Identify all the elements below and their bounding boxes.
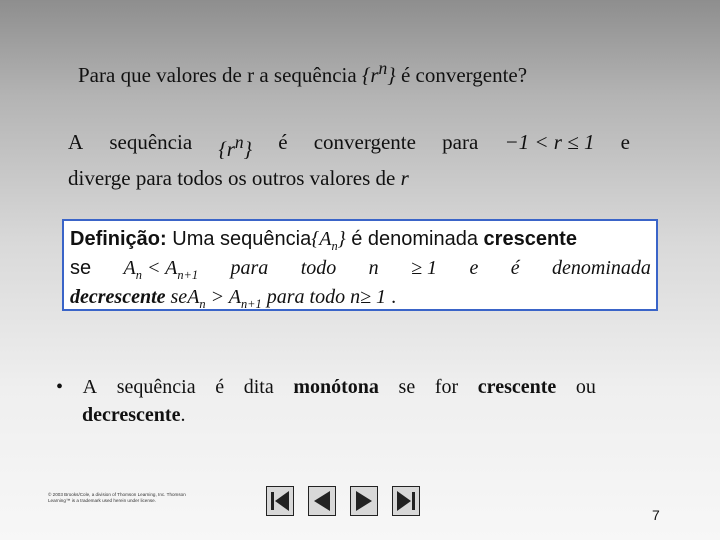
answer-line-1: A sequência $\{r^n\}$ é convergente para −1 < r ≤ 1 e [68,128,630,164]
answer-line-2: diverge para todos os outros valores de r [68,166,409,190]
next-slide-button[interactable] [350,486,378,516]
definition-line-1: Definição: Uma $sequência\{A_n\}$ é denominada crescente [70,228,577,253]
previous-slide-icon [309,487,335,515]
monotona-term: monótona [293,376,379,398]
question-suffix: é convergente? [400,63,528,87]
bullet-marker: • [56,376,64,398]
last-slide-icon [393,487,419,515]
previous-slide-button[interactable] [308,486,336,516]
crescente-term: crescente [483,228,577,250]
bullet-line-1: • A sequência é dita monótona se for crescente ou [56,373,596,401]
copyright-notice: © 2003 Brooks/Cole, a division of Thomson Learning, Inc. Thomson Learning™ is a trademark used herein under license. [48,492,186,503]
question-prefix: Para que valores de r a sequência [78,63,357,87]
convergence-condition: −1 < r ≤ 1 [504,130,595,154]
slide-navigation [266,486,420,516]
question-text [78,58,527,88]
first-slide-icon [267,487,293,515]
answer-sequence-set: $\{r^n\}$ [218,132,253,161]
bullet-point [56,373,596,429]
first-slide-button[interactable] [266,486,294,516]
sequence-set: $\{r^n\}$ [361,58,396,87]
decrescente-term: decrescente [70,286,166,308]
next-slide-icon [351,487,377,515]
page-number: 7 [652,507,660,523]
definition-line-3: decrescente $seA_n > A_{n+1}$ para todo n≥ 1 . [70,286,397,311]
definition-label: Definição: [70,228,167,250]
answer-paragraph [68,128,630,193]
bullet-line-2: decrescente. [82,404,186,426]
last-slide-button[interactable] [392,486,420,516]
definition-line-2: se $A_n < A_{n+1}$ para todo n ≥ 1 e é denominada [70,257,651,282]
definition-box [62,219,658,311]
